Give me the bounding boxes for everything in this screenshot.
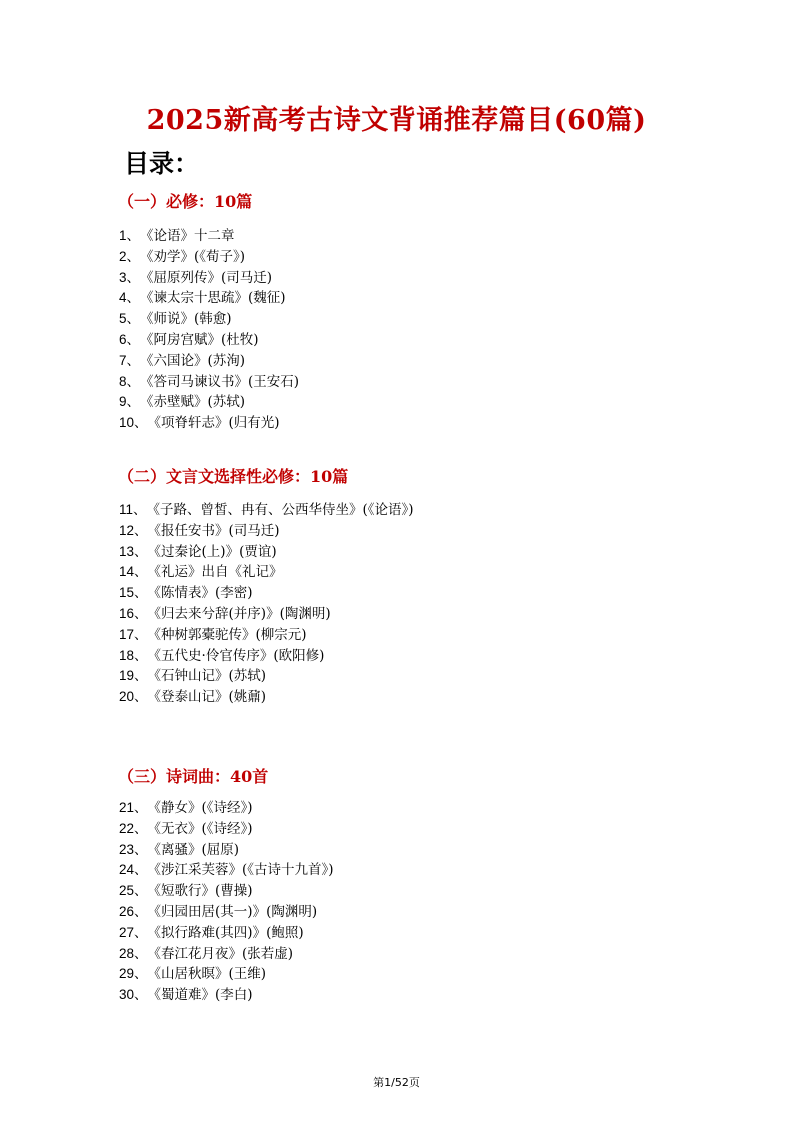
entry-number: 27、: [119, 924, 148, 940]
list-item: [119, 923, 334, 944]
list-item: [119, 309, 299, 330]
entry-number: 21、: [119, 800, 148, 815]
entry-title: 《劝学》(《荀子》): [140, 248, 246, 265]
entry-number: 4、: [119, 290, 141, 306]
entry-number: 30、: [119, 987, 148, 1003]
list-item: [119, 583, 414, 604]
entry-number: 5、: [119, 311, 141, 327]
list-item: [119, 860, 334, 881]
entry-number: 9、: [119, 394, 141, 410]
section-title-poetry: （三）诗词曲：40首: [118, 767, 269, 786]
entry-title: 《项脊轩志》(归有光): [147, 415, 280, 432]
entry-title: 《登泰山记》(姚鼐): [147, 689, 267, 706]
list-item: [119, 521, 414, 542]
list-item: [119, 392, 299, 413]
entry-number: 14、: [119, 564, 148, 580]
entry-title: 《过秦论(上)》(贾谊): [147, 543, 277, 560]
entry-number: 29、: [119, 966, 148, 982]
list-item: [119, 330, 299, 351]
list-item: [119, 964, 334, 985]
entry-title: 《归去来兮辞(并序)》(陶渊明): [147, 605, 331, 622]
list-item: [119, 562, 414, 583]
entry-title: 《石钟山记》(苏轼): [147, 668, 267, 685]
entry-title: 《静女》(《诗经》): [147, 800, 253, 816]
entry-number: 22、: [119, 820, 148, 836]
entry-title: 《归园田居(其一)》(陶渊明): [147, 903, 318, 920]
list-item: [119, 268, 299, 289]
entry-title: 《屈原列传》(司马迁): [140, 269, 273, 286]
entry-list-compulsory: [119, 226, 299, 434]
entry-title: 《五代史·伶官传序》(欧阳修): [147, 647, 325, 664]
toc-heading: 目录：: [124, 149, 200, 178]
entry-title: 《山居秋暝》(王维): [147, 966, 267, 983]
list-item: [119, 226, 299, 247]
entry-number: 20、: [119, 689, 148, 705]
list-item: [119, 604, 414, 625]
entry-title: 《春江花月夜》(张若虚): [147, 945, 294, 962]
entry-number: 3、: [119, 269, 141, 285]
entry-title: 《陈情表》(李密): [147, 585, 253, 602]
entry-title: 《论语》十二章: [140, 228, 235, 244]
list-item: [119, 625, 414, 646]
entry-title: 《师说》(韩愈): [140, 311, 232, 328]
entry-number: 1、: [119, 228, 141, 243]
list-item: [119, 687, 414, 708]
list-item: [119, 840, 334, 861]
list-item: [119, 413, 299, 434]
entry-title: 《种树郭橐驼传》(柳宗元): [147, 626, 307, 643]
entry-title: 《阿房宫赋》(杜牧): [140, 331, 259, 348]
entry-title: 《答司马谏议书》(王安石): [140, 373, 300, 390]
list-item: [119, 881, 334, 902]
entry-title: 《礼运》出自《礼记》: [147, 564, 283, 581]
entry-number: 25、: [119, 883, 148, 899]
list-item: [119, 985, 334, 1006]
list-item: [119, 666, 414, 687]
entry-number: 11、: [119, 502, 147, 517]
list-item: [119, 247, 299, 268]
section-title-elective: （二）文言文选择性必修：10篇: [118, 467, 349, 486]
list-item: [119, 944, 334, 965]
entry-number: 13、: [119, 543, 148, 559]
entry-title: 《拟行路难(其四)》(鲍照): [147, 924, 304, 941]
list-item: [119, 902, 334, 923]
entry-number: 28、: [119, 945, 148, 961]
entry-number: 23、: [119, 841, 148, 857]
entry-number: 8、: [119, 373, 141, 389]
entry-title: 《短歌行》(曹操): [147, 883, 253, 900]
list-item: [119, 372, 299, 393]
entry-number: 7、: [119, 352, 141, 368]
entry-number: 18、: [119, 647, 148, 663]
entry-number: 19、: [119, 668, 148, 684]
list-item: [119, 798, 334, 819]
list-item: [119, 500, 414, 521]
entry-list-poetry: [119, 798, 334, 1006]
entry-number: 24、: [119, 862, 148, 878]
entry-title: 《报任安书》(司马迁): [147, 522, 280, 539]
entry-number: 10、: [119, 415, 148, 431]
entry-title: 《无衣》(《诗经》): [147, 820, 253, 837]
entry-number: 26、: [119, 903, 148, 919]
entry-title: 《谏太宗十思疏》(魏征): [140, 290, 286, 307]
entry-number: 16、: [119, 605, 148, 621]
list-item: [119, 646, 414, 667]
entry-number: 15、: [119, 585, 148, 601]
page-title: 2025新高考古诗文背诵推荐篇目(60篇): [146, 105, 647, 136]
list-item: [119, 819, 334, 840]
entry-title: 《涉江采芙蓉》(《古诗十九首》): [147, 862, 334, 879]
entry-title: 《赤壁赋》(苏轼): [140, 394, 246, 411]
section-title-compulsory: （一）必修：10篇: [118, 192, 253, 211]
entry-title: 《子路、曾皙、冉有、公西华侍坐》(《论语》): [146, 502, 414, 518]
entry-number: 17、: [119, 626, 148, 642]
entry-number: 6、: [119, 331, 141, 347]
entry-title: 《离骚》(屈原): [147, 841, 240, 858]
entry-number: 12、: [119, 522, 148, 538]
list-item: [119, 351, 299, 372]
entry-title: 《六国论》(苏洵): [140, 352, 246, 369]
list-item: [119, 542, 414, 563]
page-number: 第1/52页: [373, 1076, 420, 1089]
entry-list-elective: [119, 500, 414, 708]
list-item: [119, 288, 299, 309]
entry-number: 2、: [119, 248, 141, 264]
entry-title: 《蜀道难》(李白): [147, 987, 253, 1004]
